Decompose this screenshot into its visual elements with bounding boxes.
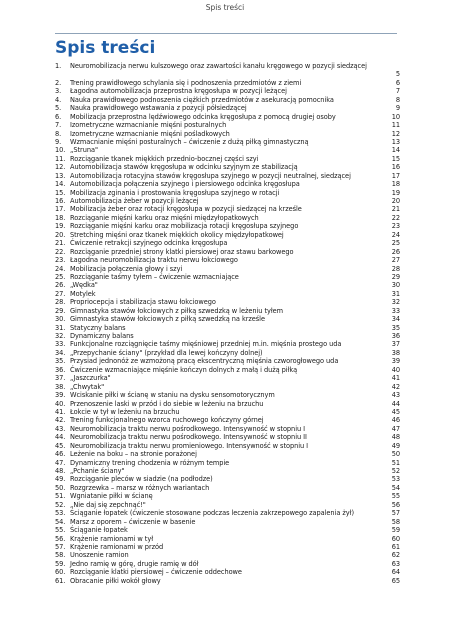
toc-entry-title: Rozciąganie mięśni karku oraz mobilizacja rotacji kręgosłupa szyjnego <box>70 222 299 231</box>
toc-entry-page: 62 <box>391 551 400 560</box>
toc-entry-number: 19. <box>55 222 66 231</box>
toc-entry-page: 33 <box>391 306 400 315</box>
toc-entry-page: 14 <box>391 146 400 155</box>
toc-entry-title: Mobilizacja przeprostna lędźwiowego odcinka kręgosłupa z pomocą drugiej osoby <box>70 112 336 121</box>
toc-entry-number: 27. <box>55 289 66 298</box>
toc-entry <box>55 307 400 315</box>
toc-entry-page: 27 <box>391 256 400 265</box>
toc-entry-title: Neuromobilizacja traktu nerwu pośrodkowego. Intensywność w stopniu I <box>70 424 306 433</box>
toc-entry-title: Jedno ramię w górę, drugie ramię w dół <box>70 559 199 568</box>
running-header: Spis treści <box>205 3 245 12</box>
toc-entry <box>55 340 400 348</box>
toc-entry-number: 34. <box>55 348 66 357</box>
toc-entry-title: Ćwiczenie wzmacniające mięśnie kończyn dolnych z małą i dużą piłką <box>70 365 298 374</box>
toc-entry <box>55 163 400 171</box>
toc-entry-page: 5 <box>395 70 400 79</box>
toc-entry <box>55 96 400 104</box>
toc-entry <box>55 551 400 559</box>
toc-entry <box>55 121 400 129</box>
toc-entry <box>55 535 400 543</box>
toc-entry <box>55 509 400 517</box>
toc-entry-title: „Jaszczurka" <box>70 374 111 383</box>
toc-entry <box>55 113 400 121</box>
toc-entry-page: 31 <box>391 289 400 298</box>
toc-entry-number: 9. <box>55 137 62 146</box>
toc-entry-number: 45. <box>55 441 66 450</box>
toc-entry-number: 32. <box>55 332 66 341</box>
toc-entry-page: 30 <box>391 281 400 290</box>
toc-entry-page: 64 <box>391 568 400 577</box>
toc-entry-page: 25 <box>391 239 400 248</box>
toc-entry-title: Nauka prawidłowego wstawania z pozycji półsiedzącej <box>70 104 247 113</box>
toc-entry-page: 48 <box>391 433 400 442</box>
toc-entry-page: 32 <box>391 298 400 307</box>
toc-entry-page: 35 <box>391 323 400 332</box>
toc-entry-title: Łagodna automobilizacja przeprostna kręgosłupa w pozycji leżącej <box>70 87 287 96</box>
toc-entry-page: 34 <box>391 315 400 324</box>
toc-entry <box>55 332 400 340</box>
toc-entry-number: 58. <box>55 551 66 560</box>
toc-entry-number: 8. <box>55 129 62 138</box>
toc-entry-page: 54 <box>391 483 400 492</box>
toc-entry-page: 51 <box>391 458 400 467</box>
toc-entry-title: Dynamiczny balans <box>70 332 134 341</box>
toc-entry <box>55 231 400 239</box>
toc-entry <box>55 104 400 112</box>
toc-entry-title: Rozciąganie tkanek miękkich przednio-bocznej części szyi <box>70 154 259 163</box>
toc-entry-title: Mobilizacja zginania i prostowania kręgosłupa szyjnego w rotacji <box>70 188 280 197</box>
toc-entry <box>55 79 400 87</box>
toc-entry-title: Wzmacnianie mięśni posturalnych – ćwiczenie z dużą piłką gimnastyczną <box>70 137 309 146</box>
toc-entry <box>55 146 400 154</box>
toc-entry-title: Izometryczne wzmacnianie mięśni pośladkowych <box>70 129 230 138</box>
toc-entry <box>55 459 400 467</box>
toc-entry <box>55 298 400 306</box>
toc-entry-number: 47. <box>55 458 66 467</box>
toc-entry-title: Neuromobilizacja traktu nerwu pośrodkowego. Intensywność w stopniu II <box>70 433 307 442</box>
toc-entry-title: Trening funkcjonalnego wzorca ruchowego kończyny górnej <box>70 416 264 425</box>
toc-entry-page: 38 <box>391 348 400 357</box>
toc-entry-page: 26 <box>391 247 400 256</box>
toc-entry-title: Rozgrzewka – marsz w różnych wariantach <box>70 483 210 492</box>
toc-entry-page: 28 <box>391 264 400 273</box>
toc-entry <box>55 391 400 399</box>
toc-entry-title: Unoszenie ramion <box>70 551 129 560</box>
toc-entry <box>55 349 400 357</box>
toc-entry-title: Marsz z oporem – ćwiczenie w basenie <box>70 517 196 526</box>
toc-entry-title: Neuromobilizacja nerwu kulszowego oraz zawartości kanału kręgowego w pozycji siedzącej <box>70 62 367 70</box>
toc-entry-title: „Nie daj się zepchnąć!" <box>70 500 146 509</box>
toc-entry-title: Automobilizacja stawów kręgosłupa w odcinku szyjnym ze stabilizacją <box>70 163 298 172</box>
toc-entry-number: 49. <box>55 475 66 484</box>
toc-entry-number: 31. <box>55 323 66 332</box>
toc-entry-number: 26. <box>55 281 66 290</box>
toc-entry-page: 58 <box>391 517 400 526</box>
toc-entry <box>55 290 400 298</box>
toc-entry-title: Propriocepcja i stabilizacja stawu łokciowego <box>70 298 216 307</box>
toc-entry-number: 46. <box>55 450 66 459</box>
toc-entry <box>55 155 400 163</box>
toc-entry-number: 29. <box>55 306 66 315</box>
toc-entry-page: 39 <box>391 357 400 366</box>
toc-entry-number: 60. <box>55 568 66 577</box>
toc-entry-number: 54. <box>55 517 66 526</box>
toc-entry-page: 29 <box>391 272 400 281</box>
toc-entry-title: „Struna" <box>70 146 98 155</box>
toc-entry <box>55 273 400 281</box>
toc-entry-page: 10 <box>391 112 400 121</box>
toc-entry-number: 43. <box>55 424 66 433</box>
toc-entry-page: 40 <box>391 365 400 374</box>
toc-entry-number: 42. <box>55 416 66 425</box>
toc-entry-number: 20. <box>55 230 66 239</box>
toc-entry-number: 4. <box>55 95 62 104</box>
toc-entry-number: 11. <box>55 154 66 163</box>
toc-entry <box>55 374 400 382</box>
toc-entry-title: „Pchanie ściany" <box>70 467 125 476</box>
toc-entry-page: 20 <box>391 197 400 205</box>
toc-entry <box>55 357 400 365</box>
toc-entry-title: Wgniatanie piłki w ścianę <box>70 492 153 501</box>
toc-entry-title: Dynamiczny trening chodzenia w różnym tempie <box>70 458 230 467</box>
toc-entry-page: 9 <box>395 104 400 113</box>
toc-entry <box>55 256 400 264</box>
toc-entry-number: 6. <box>55 112 62 121</box>
toc-entry-page: 61 <box>391 542 400 551</box>
toc-entry-page: 36 <box>391 332 400 340</box>
toc-entry-title: Przysiad jednonóż ze wzmożoną pracą ekscentryczną mięśnia czworogłowego uda <box>70 357 339 366</box>
toc-entry-title: Trening prawidłowego schylania się i podnoszenia przedmiotów z ziemi <box>70 78 302 87</box>
toc-entry-number: 39. <box>55 391 66 400</box>
toc-entry-number: 40. <box>55 399 66 408</box>
toc-entry-number: 10. <box>55 146 66 155</box>
toc-entry <box>55 425 400 433</box>
toc-entry-title: Gimnastyka stawów łokciowych z piłką szwedzką w leżeniu tyłem <box>70 306 284 315</box>
toc-entry-title: „Przepychanie ściany" (przykład dla lewej kończyny dolnej) <box>70 348 263 357</box>
toc-entry <box>55 526 400 534</box>
toc-entry-page: 41 <box>391 374 400 383</box>
toc-entry-number: 55. <box>55 526 66 535</box>
toc-entry <box>55 560 400 568</box>
toc-entry-title: Obracanie piłki wokół głowy <box>70 576 161 585</box>
toc-entry <box>55 172 400 180</box>
toc-entry-page: 47 <box>391 424 400 433</box>
toc-entry-number: 3. <box>55 87 62 96</box>
toc-entry-title: „Wędka" <box>70 281 98 290</box>
toc-entry <box>55 416 400 424</box>
toc-entry-title: Mobilizacja połączenia głowy i szyi <box>70 264 183 273</box>
toc-entry-number: 15. <box>55 188 66 197</box>
toc-entry-title: Nauka prawidłowego podnoszenia ciężkich przedmiotów z asekuracją pomocnika <box>70 95 334 104</box>
toc-entry-page: 44 <box>391 399 400 408</box>
toc-entry-title: Ćwiczenie retrakcji szyjnego odcinka kręgosłupa <box>70 239 228 248</box>
toc-entry-page: 63 <box>391 559 400 568</box>
toc-entry-title: Przenoszenie laski w przód i do siebie w leżeniu na brzuchu <box>70 399 264 408</box>
toc-entry-title: Automobilizacja żeber w pozycji leżącej <box>70 197 199 206</box>
toc-entry-number: 5. <box>55 104 62 113</box>
toc-entry <box>55 408 400 416</box>
toc-entry-page: 13 <box>391 137 400 146</box>
toc-entry-page: 45 <box>391 407 400 416</box>
toc-entry-number: 23. <box>55 256 66 265</box>
toc-entry-number: 12. <box>55 163 66 172</box>
toc-entry <box>55 383 400 391</box>
toc-entry-number: 33. <box>55 340 66 349</box>
toc-entry <box>55 214 400 222</box>
toc-entry-title: Rozciąganie mięśni karku oraz mięśni międzyłopatkowych <box>70 213 259 222</box>
toc-entry <box>55 205 400 213</box>
toc-entry-page: 18 <box>391 180 400 189</box>
toc-entry-number: 38. <box>55 382 66 391</box>
toc-entry-number: 1. <box>55 62 62 70</box>
toc-entry-page: 37 <box>391 340 400 349</box>
toc-entry-page: 50 <box>391 450 400 459</box>
toc-entry <box>55 197 400 205</box>
toc-entry <box>55 543 400 551</box>
table-of-contents <box>55 62 400 585</box>
toc-entry-page: 15 <box>391 154 400 163</box>
toc-entry <box>55 87 400 95</box>
toc-entry-page: 65 <box>391 576 400 585</box>
toc-entry <box>55 222 400 230</box>
toc-entry-number: 25. <box>55 272 66 281</box>
toc-entry <box>55 467 400 475</box>
toc-entry <box>55 501 400 509</box>
toc-entry <box>55 366 400 374</box>
toc-entry-page: 46 <box>391 416 400 425</box>
toc-entry-number: 21. <box>55 239 66 248</box>
toc-entry-page: 8 <box>395 95 400 104</box>
toc-entry <box>55 130 400 138</box>
toc-entry-title: Ściąganie łopatek <box>70 526 128 535</box>
toc-entry <box>55 281 400 289</box>
toc-entry-number: 7. <box>55 121 62 130</box>
toc-entry-page: 52 <box>391 467 400 475</box>
toc-entry-title: Wciskanie piłki w ścianę w staniu na dysku sensomotorycznym <box>70 391 275 400</box>
toc-entry-title: Ściąganie łopatek (ćwiczenie stosowane podczas leczenia zakrzepowego zapalenia żył) <box>70 509 354 518</box>
toc-entry-number: 41. <box>55 407 66 416</box>
toc-entry-page: 16 <box>391 163 400 172</box>
toc-entry <box>55 62 400 79</box>
header-divider <box>55 33 397 34</box>
toc-entry <box>55 568 400 576</box>
toc-entry-title: Krążenie ramionami w tył <box>70 534 154 543</box>
toc-entry-title: Statyczny balans <box>70 323 126 332</box>
toc-entry-number: 30. <box>55 315 66 324</box>
toc-entry-title: Rozciąganie przedniej strony klatki piersiowej oraz stawu barkowego <box>70 247 294 256</box>
toc-entry <box>55 189 400 197</box>
toc-entry-number: 35. <box>55 357 66 366</box>
toc-entry-title: Mobilizacja żeber oraz rotacji kręgosłupa w pozycji siedzącej na krześle <box>70 205 302 214</box>
toc-entry-number: 51. <box>55 492 66 501</box>
toc-entry-number: 22. <box>55 247 66 256</box>
toc-entry-number: 44. <box>55 433 66 442</box>
toc-entry-title: Rozciąganie taśmy tyłem – ćwiczenie wzmacniające <box>70 272 239 281</box>
toc-entry-title: Łagodna neuromobilizacja traktu nerwu łokciowego <box>70 256 238 265</box>
toc-entry <box>55 492 400 500</box>
toc-entry <box>55 442 400 450</box>
toc-entry <box>55 450 400 458</box>
toc-entry-page: 53 <box>391 475 400 484</box>
toc-entry-page: 21 <box>391 205 400 214</box>
toc-entry-number: 52. <box>55 500 66 509</box>
toc-entry-page: 60 <box>391 534 400 543</box>
toc-entry-title: Automobilizacja rotacyjna stawów kręgosłupa szyjnego w pozycji neutralnej, siedzącej <box>70 171 351 180</box>
toc-entry-number: 13. <box>55 171 66 180</box>
toc-entry-page: 57 <box>391 509 400 518</box>
toc-entry-page: 55 <box>391 492 400 501</box>
toc-entry-page: 6 <box>395 78 400 87</box>
toc-entry-title: Motylek <box>70 289 96 298</box>
toc-entry-title: Rozciąganie pleców w siadzie (na podłodze) <box>70 475 213 484</box>
toc-entry-number: 2. <box>55 78 62 87</box>
toc-entry-number: 16. <box>55 197 66 206</box>
toc-entry <box>55 577 400 585</box>
toc-entry <box>55 265 400 273</box>
toc-entry-title: „Chwytak" <box>70 382 105 391</box>
page-title: Spis treści <box>55 38 156 58</box>
toc-entry-number: 28. <box>55 298 66 307</box>
toc-entry-page: 23 <box>391 222 400 231</box>
toc-entry-page: 11 <box>391 121 400 130</box>
toc-entry-number: 59. <box>55 559 66 568</box>
toc-entry-title: Gimnastyka stawów łokciowych z piłką szwedzką na krześle <box>70 315 265 324</box>
toc-entry <box>55 400 400 408</box>
toc-entry-number: 56. <box>55 534 66 543</box>
toc-entry-number: 24. <box>55 264 66 273</box>
toc-entry-title: Leżenie na boku – na stronie porażonej <box>70 450 197 459</box>
toc-entry-page: 56 <box>391 500 400 509</box>
toc-entry-page: 7 <box>395 87 400 96</box>
toc-entry-title: Łokcie w tył w leżeniu na brzuchu <box>70 407 180 416</box>
toc-entry-page: 59 <box>391 526 400 535</box>
toc-entry-number: 48. <box>55 467 66 476</box>
toc-entry-number: 61. <box>55 576 66 585</box>
toc-entry-page: 17 <box>391 171 400 180</box>
toc-entry-title: Izometryczne wzmacnianie mięśni posturalnych <box>70 121 227 130</box>
toc-entry-page: 42 <box>391 382 400 391</box>
toc-entry-number: 18. <box>55 213 66 222</box>
toc-entry-number: 37. <box>55 374 66 383</box>
toc-entry-number: 53. <box>55 509 66 518</box>
toc-entry <box>55 324 400 332</box>
toc-entry-page: 43 <box>391 391 400 400</box>
toc-entry-page: 19 <box>391 188 400 197</box>
toc-entry-number: 57. <box>55 542 66 551</box>
toc-entry-number: 50. <box>55 483 66 492</box>
toc-entry-title: Krążenie ramionami w przód <box>70 542 164 551</box>
toc-entry-number: 17. <box>55 205 66 214</box>
toc-entry <box>55 433 400 441</box>
toc-entry-page: 22 <box>391 213 400 222</box>
toc-entry-title: Neuromobilizacja traktu nerwu promieniowego. Intensywność w stopniu I <box>70 441 309 450</box>
toc-entry <box>55 138 400 146</box>
toc-entry-page: 49 <box>391 441 400 450</box>
toc-entry-title: Stretching mięśni oraz tkanek miękkich okolicy międzyłopatkowej <box>70 230 284 239</box>
toc-entry-page: 24 <box>391 230 400 239</box>
toc-entry-title: Rozciąganie klatki piersiowej – ćwiczenie oddechowe <box>70 568 242 577</box>
toc-entry <box>55 315 400 323</box>
toc-entry <box>55 248 400 256</box>
toc-entry-title: Funkcjonalne rozciągnięcie taśmy mięśniowej przedniej m.in. mięśnia prostego uda <box>70 340 342 349</box>
toc-entry <box>55 484 400 492</box>
toc-entry <box>55 475 400 483</box>
toc-entry-number: 36. <box>55 365 66 374</box>
toc-entry-title: Automobilizacja połączenia szyjnego i piersiowego odcinka kręgosłupa <box>70 180 300 189</box>
toc-entry-number: 14. <box>55 180 66 189</box>
toc-entry-page: 12 <box>391 129 400 138</box>
toc-entry <box>55 239 400 247</box>
toc-entry <box>55 518 400 526</box>
toc-entry <box>55 180 400 188</box>
